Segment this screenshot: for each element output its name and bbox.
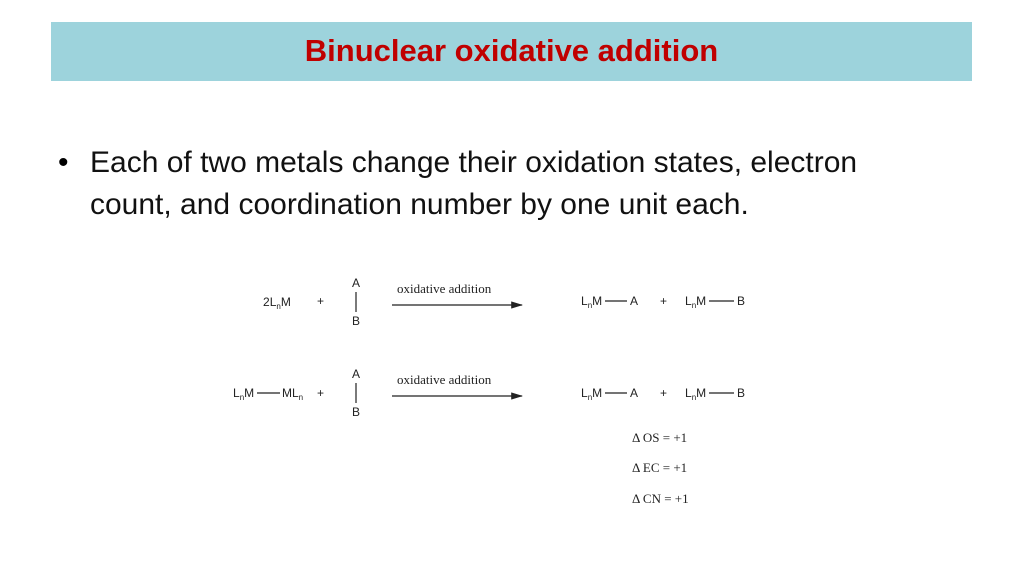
plus-sign: + bbox=[317, 294, 325, 308]
product-2-atom: B bbox=[737, 386, 746, 400]
product-1: $L_nM$ bbox=[581, 386, 603, 402]
plus-sign: + bbox=[317, 386, 325, 400]
reactant-dimer-right: $ML_n$ bbox=[282, 386, 304, 402]
atom-b: B bbox=[352, 314, 361, 328]
delta-os: Δ OS = +1 bbox=[632, 430, 688, 445]
product-1: $L_nM$ bbox=[581, 294, 603, 310]
bullet-dot-icon: • bbox=[58, 146, 69, 179]
product-1-atom: A bbox=[630, 294, 639, 308]
product-2: $L_nM$ bbox=[685, 294, 707, 310]
arrow-label: oxidative addition bbox=[397, 372, 492, 387]
atom-b: B bbox=[352, 405, 361, 419]
bullet-text: Each of two metals change their oxidation states, electron count, and coordination number by one unit each. bbox=[90, 146, 858, 221]
plus-sign: + bbox=[660, 294, 668, 308]
delta-cn: Δ CN = +1 bbox=[632, 491, 689, 506]
product-2: $L_nM$ bbox=[685, 386, 707, 402]
slide-title: Binuclear oxidative addition bbox=[304, 33, 719, 68]
change-list bbox=[632, 430, 689, 506]
product-1-atom: A bbox=[630, 386, 639, 400]
plus-sign: + bbox=[660, 386, 668, 400]
product-2-atom: B bbox=[737, 294, 746, 308]
reaction-1 bbox=[263, 276, 745, 328]
reaction-2 bbox=[233, 367, 745, 419]
delta-ec: Δ EC = +1 bbox=[632, 460, 688, 475]
atom-a: A bbox=[352, 367, 361, 381]
atom-a: A bbox=[352, 276, 361, 290]
reactant-dimer: $L_nM$ bbox=[233, 386, 255, 402]
arrow-label: oxidative addition bbox=[397, 281, 492, 296]
reactant-1: $2L_nM$ bbox=[263, 295, 291, 311]
